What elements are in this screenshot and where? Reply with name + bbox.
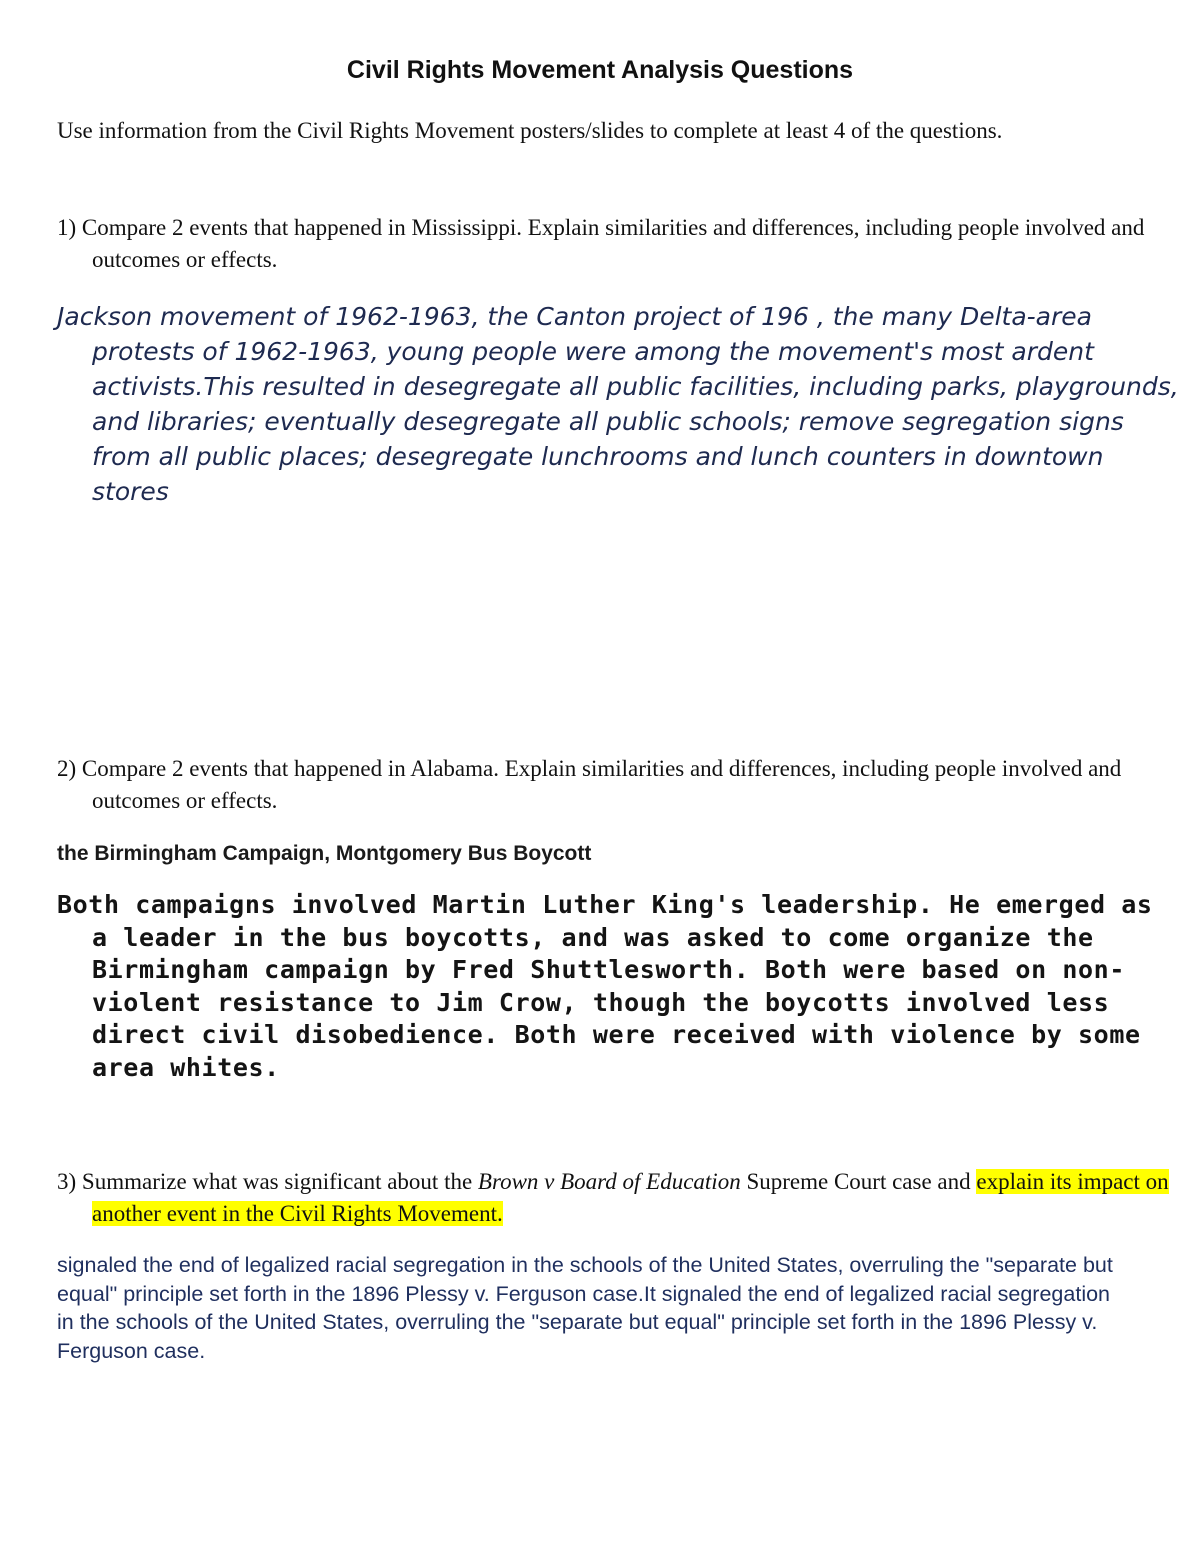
question-2: 2) Compare 2 events that happened in Alabama. Explain similarities and differences, including people involved and outcomes or effects. [57, 756, 1122, 813]
instructions-text: Use information from the Civil Rights Movement posters/slides to complete at least 4 of the questions. [57, 118, 1003, 143]
question-3-case-name: Brown v Board of Education [477, 1169, 741, 1194]
answer-3: signaled the end of legalized racial segregation in the schools of the United States, overruling the "separate but equal" principle set forth in the 1896 Plessy v. Ferguson case.It signaled the end of legalized racial segregation in the schools of the United States, overruling the "separate but equal" principle set forth in the 1896 Plessy v. Ferguson case. [57, 1253, 1113, 1363]
answer-2: Both campaigns involved Martin Luther King's leadership. He emerged as a leader in the bus boycotts, and was asked to come organize the Birmingham campaign by Fred Shuttlesworth. Both were based on non-violent resistance to Jim Crow, though the boycotts involved less direct civil disobedience. Both were received with violence by some area whites. [57, 890, 1153, 1082]
question-3-highlighted-text: explain its impact on another event in the Civil Rights Movement. [92, 1169, 1169, 1226]
answer-2-events: the Birmingham Campaign, Montgomery Bus Boycott [57, 842, 592, 865]
question-3-prefix: 3) Summarize what was significant about the [57, 1169, 478, 1194]
page-title: Civil Rights Movement Analysis Questions [346, 56, 854, 84]
question-3-middle: Supreme Court case and [740, 1169, 977, 1194]
question-3 [57, 1166, 1182, 1230]
answer-1: Jackson movement of 1962-1963, the Canton project of 196 , the many Delta-area protests of 1962-1963, young people were among the movement's most ardent activists.This resulted in desegregate all public facilities, including parks, playgrounds, and libraries; eventually desegregate all public schools; remove segregation signs from all public places; desegregate lunchrooms and lunch counters in downtown stores [57, 302, 1179, 506]
question-1: 1) Compare 2 events that happened in Mississippi. Explain similarities and differences, including people involved and outcomes or effects. [57, 215, 1145, 272]
